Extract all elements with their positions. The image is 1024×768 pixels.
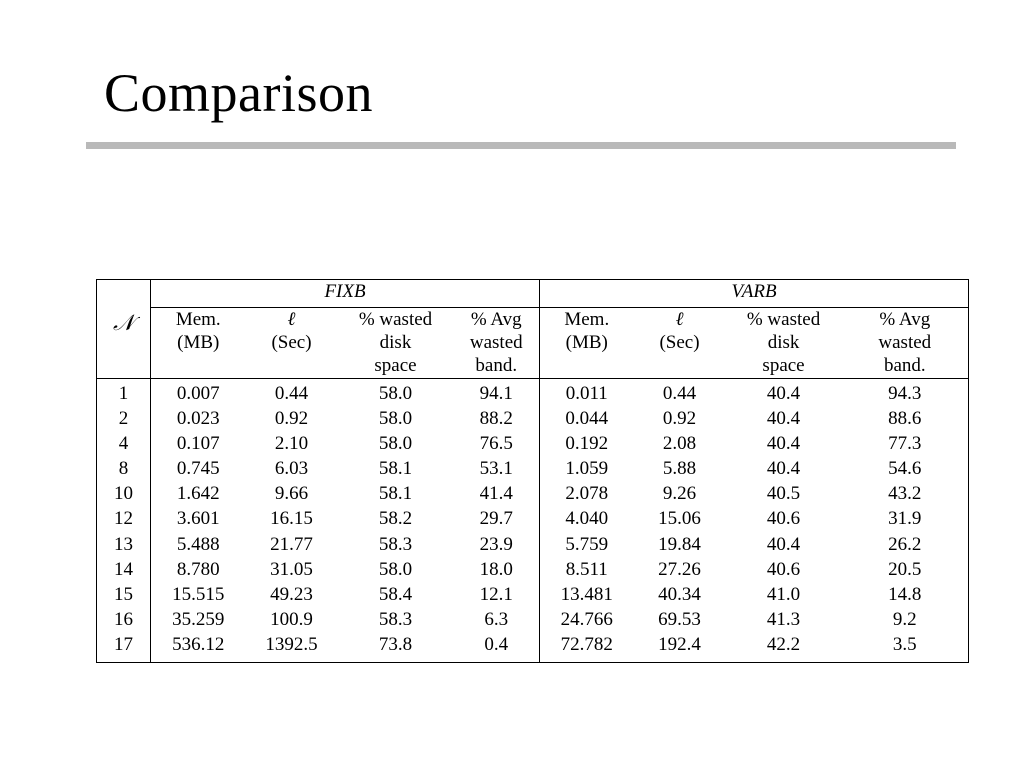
column-header-line: ℓ: [287, 309, 296, 330]
table-cell: 88.6: [888, 407, 922, 429]
row-n-value: 8: [97, 457, 151, 482]
column-header-line: Mem.: [175, 309, 221, 330]
table-cell: 100.9: [270, 609, 313, 631]
table-cell: 41.0: [766, 584, 801, 606]
table-cell: 58.0: [378, 558, 413, 580]
column-header-line: disk: [379, 332, 412, 354]
column-header-line: % wasted: [358, 309, 433, 330]
table-cell: 0.44: [662, 382, 697, 404]
column-header-fixb-2: [246, 308, 338, 379]
table-cell: 21.77: [270, 533, 313, 555]
table-row: [97, 507, 969, 532]
table-cell: 58.2: [378, 508, 413, 530]
table-cell: 0.92: [274, 407, 309, 429]
table-cell: 43.2: [888, 483, 922, 505]
table-cell: 9.2: [892, 609, 917, 631]
table-cell: 88.2: [479, 407, 513, 429]
table-row: [97, 378, 969, 407]
column-header-line: wasted: [878, 332, 932, 354]
table-row: [97, 482, 969, 507]
table-row: [97, 608, 969, 633]
table-cell: 19.84: [658, 533, 701, 555]
table-cell: 94.3: [888, 382, 922, 404]
row-n-value: 13: [97, 533, 151, 558]
table-cell: 0.745: [176, 458, 220, 480]
n-column-header: 𝒩: [97, 280, 151, 379]
title-underline: [86, 142, 956, 149]
column-header-line: band.: [883, 355, 926, 377]
table-cell: 13.481: [540, 583, 634, 608]
table-cell: 58.4: [378, 584, 413, 606]
table-cell: 58.0: [378, 407, 413, 429]
table-cell: 77.3: [888, 432, 922, 454]
table-cell: 40.5: [766, 483, 801, 505]
column-header-line: (Sec): [659, 332, 700, 354]
column-header-line: band.: [475, 355, 518, 377]
table-cell: 5.488: [176, 533, 220, 555]
table-cell: 6.03: [274, 458, 309, 480]
table-cell: 58.1: [378, 458, 413, 480]
column-header-line: (MB): [565, 332, 608, 354]
table-row: [97, 432, 969, 457]
table-cell: 2.078: [540, 482, 634, 507]
row-n-value: 10: [97, 482, 151, 507]
column-header-varb-3: [726, 308, 842, 379]
table-cell: 3.5: [892, 634, 917, 656]
row-n-value: 17: [97, 633, 151, 662]
column-header-fixb-4: [454, 308, 540, 379]
table-cell: 1.642: [176, 483, 220, 505]
group-header-row: [97, 280, 969, 308]
table-cell: 26.2: [888, 533, 922, 555]
table-row: [97, 558, 969, 583]
table-cell: 0.007: [176, 382, 220, 404]
table-cell: 94.1: [479, 382, 513, 404]
table-cell: 23.9: [479, 533, 513, 555]
column-header-line: Mem.: [564, 309, 610, 330]
table-cell: 27.26: [658, 558, 701, 580]
table-cell: 31.9: [888, 508, 922, 530]
table-cell: 0.011: [540, 378, 634, 407]
table-cell: 58.0: [378, 432, 413, 454]
column-header-varb-4: [842, 308, 969, 379]
table-cell: 0.92: [662, 407, 697, 429]
table-cell: 76.5: [479, 432, 513, 454]
table-cell: 41.4: [479, 483, 513, 505]
comparison-table-container: [96, 279, 968, 661]
table-row: [97, 583, 969, 608]
column-header-fixb-3: [338, 308, 454, 379]
comparison-table: [96, 279, 969, 663]
table-cell: 2.08: [662, 432, 697, 454]
table-cell: 29.7: [479, 508, 513, 530]
column-header-line: (MB): [177, 332, 220, 354]
column-header-line: space: [762, 355, 805, 377]
table-row: [97, 407, 969, 432]
table-cell: 40.4: [766, 533, 801, 555]
table-cell: 1.059: [540, 457, 634, 482]
column-header-line: % Avg: [879, 309, 931, 330]
table-cell: 58.3: [378, 533, 413, 555]
column-header-fixb-1: [151, 308, 246, 379]
column-header-line: % Avg: [470, 309, 522, 330]
table-cell: 40.6: [766, 558, 801, 580]
row-n-value: 4: [97, 432, 151, 457]
table-cell: 5.759: [540, 533, 634, 558]
table-cell: 58.0: [378, 382, 413, 404]
table-cell: 0.023: [176, 407, 220, 429]
column-header-varb-1: [540, 308, 634, 379]
table-cell: 0.044: [540, 407, 634, 432]
table-cell: 53.1: [479, 458, 513, 480]
table-cell: 49.23: [270, 584, 313, 606]
group-header-varb: VARB: [540, 280, 969, 308]
table-row: [97, 533, 969, 558]
table-cell: 5.88: [662, 458, 697, 480]
column-header-line: ℓ: [675, 309, 684, 330]
table-cell: 72.782: [540, 633, 634, 662]
row-n-value: 12: [97, 507, 151, 532]
table-row: [97, 633, 969, 662]
row-n-value: 14: [97, 558, 151, 583]
table-cell: 192.4: [658, 634, 701, 656]
table-cell: 41.3: [766, 609, 801, 631]
table-cell: 15.06: [658, 508, 701, 530]
slide-title: Comparison: [104, 63, 373, 123]
table-cell: 536.12: [172, 634, 225, 656]
table-cell: 24.766: [540, 608, 634, 633]
table-cell: 31.05: [270, 558, 313, 580]
table-body: [97, 378, 969, 662]
table-cell: 58.3: [378, 609, 413, 631]
row-n-value: 15: [97, 583, 151, 608]
table-cell: 9.26: [662, 483, 697, 505]
column-header-varb-2: [634, 308, 726, 379]
table-cell: 14.8: [888, 584, 922, 606]
column-header-line: (Sec): [271, 332, 312, 354]
column-header-line: % wasted: [746, 309, 821, 330]
table-cell: 54.6: [888, 458, 922, 480]
column-header-line: disk: [767, 332, 800, 354]
table-row: [97, 457, 969, 482]
table-cell: 40.4: [766, 407, 801, 429]
table-cell: 40.4: [766, 382, 801, 404]
table-cell: 8.511: [540, 558, 634, 583]
row-n-value: 2: [97, 407, 151, 432]
table-cell: 58.1: [378, 483, 413, 505]
column-header-row: [97, 308, 969, 379]
table-cell: 0.44: [274, 382, 309, 404]
group-header-fixb: FIXB: [151, 280, 540, 308]
column-header-line: wasted: [469, 332, 523, 354]
row-n-value: 16: [97, 608, 151, 633]
table-cell: 40.4: [766, 432, 801, 454]
table-cell: 0.4: [484, 634, 509, 656]
table-cell: 4.040: [540, 507, 634, 532]
table-cell: 2.10: [274, 432, 309, 454]
table-cell: 3.601: [176, 508, 220, 530]
table-cell: 35.259: [172, 609, 225, 631]
table-cell: 16.15: [270, 508, 313, 530]
table-cell: 20.5: [888, 558, 922, 580]
table-cell: 9.66: [274, 483, 309, 505]
table-cell: 12.1: [479, 584, 513, 606]
row-n-value: 1: [97, 378, 151, 407]
table-cell: 15.515: [172, 584, 225, 606]
table-cell: 0.107: [176, 432, 220, 454]
table-cell: 73.8: [378, 634, 413, 656]
table-cell: 18.0: [479, 558, 513, 580]
table-cell: 8.780: [176, 558, 220, 580]
table-cell: 69.53: [658, 609, 701, 631]
table-cell: 0.192: [540, 432, 634, 457]
table-cell: 40.4: [766, 458, 801, 480]
table-cell: 1392.5: [265, 634, 318, 656]
table-cell: 6.3: [484, 609, 509, 631]
column-header-line: space: [374, 355, 417, 377]
table-cell: 40.34: [658, 584, 701, 606]
table-cell: 40.6: [766, 508, 801, 530]
table-cell: 42.2: [766, 634, 801, 656]
